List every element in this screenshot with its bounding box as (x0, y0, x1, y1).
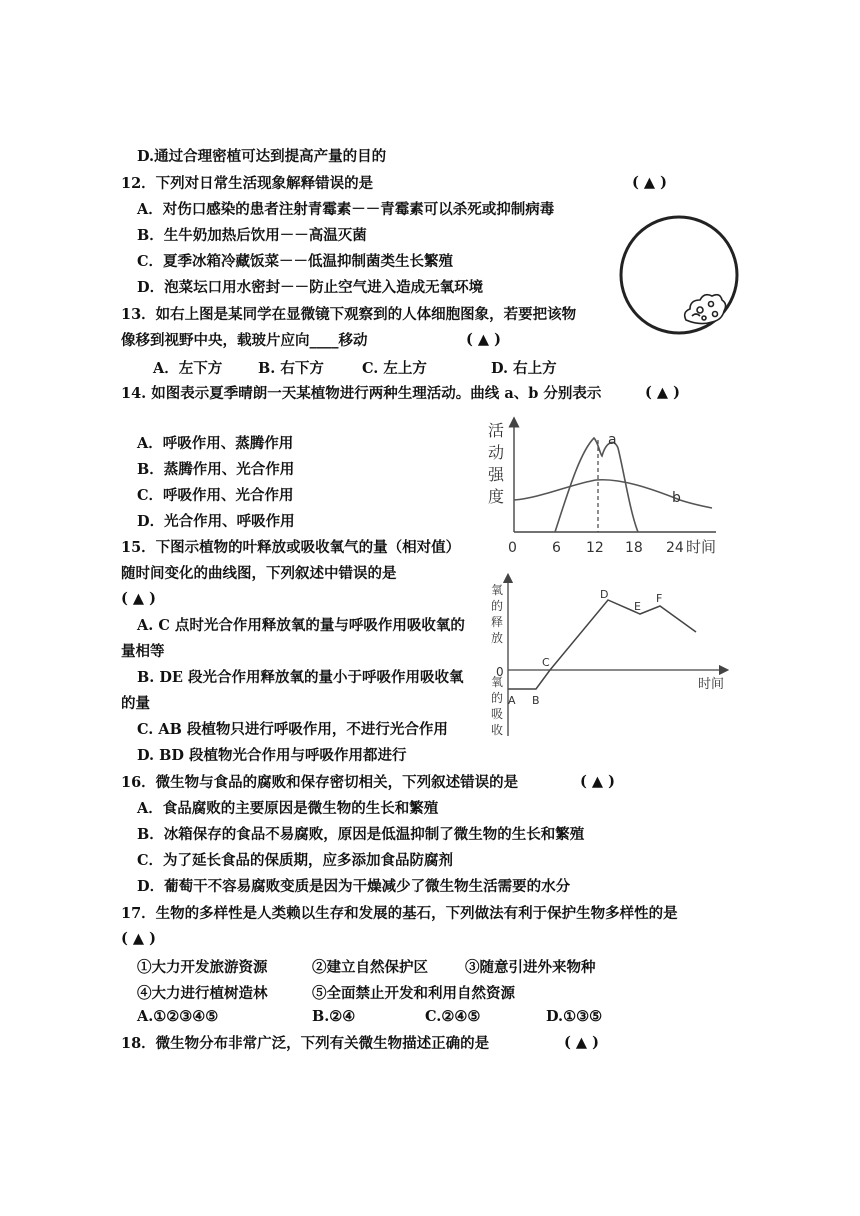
y-top-char: 放 (491, 631, 504, 645)
q16-option-c: C．为了延长食品的保质期，应多添加食品防腐剂 (137, 852, 454, 869)
q13-option-b: B. 右下方 (258, 360, 324, 377)
y-top-char: 的 (491, 599, 504, 613)
q17-option-b: B.②④ (312, 1008, 356, 1025)
q12-option-c: C．夏季冰箱冷藏饭菜－－低温抑制菌类生长繁殖 (137, 253, 454, 270)
q13-answer-mark: ( ▲ ) (466, 331, 501, 348)
q14-stem: 14. 如图表示夏季晴朗一天某植物进行两种生理活动。曲线 a、b 分别表示 (121, 385, 602, 402)
q15-stem-line2: 随时间变化的曲线图，下列叙述中错误的是 (121, 565, 397, 582)
q17-item-5: ⑤全面禁止开发和利用自然资源 (312, 985, 515, 1002)
q17-option-c: C.②④⑤ (425, 1008, 481, 1025)
point-label-a: A (508, 694, 516, 707)
ylabel-char: 强 (488, 465, 505, 484)
x-axis-label: 时间 (698, 677, 725, 692)
curve-b-label: b (672, 490, 681, 506)
q14-option-d: D．光合作用、呼吸作用 (137, 513, 295, 530)
q15-option-a-cont: 量相等 (121, 643, 165, 660)
q15-stem-line1: 15．下图示植物的叶释放或吸收氧气的量（相对值） (121, 539, 461, 556)
q16-option-d: D．葡萄干不容易腐败变质是因为干燥减少了微生物生活需要的水分 (137, 878, 571, 895)
oxygen-curve (508, 600, 696, 689)
q13-stem-line1: 13．如右上图是某同学在显微镜下观察到的人体细胞图象，若要把该物 (121, 306, 577, 323)
y-bottom-char: 的 (491, 691, 504, 705)
q15-answer-mark: ( ▲ ) (121, 590, 156, 607)
point-label-e: E (634, 600, 641, 613)
y-bottom-char: 收 (491, 723, 504, 737)
ylabel-char: 活 (488, 421, 505, 440)
q16-stem: 16．微生物与食品的腐败和保存密切相关，下列叙述错误的是 (121, 774, 519, 791)
q14-option-a: A．呼吸作用、蒸腾作用 (137, 435, 294, 452)
q18-answer-mark: ( ▲ ) (564, 1034, 599, 1051)
q17-option-d: D.①③⑤ (546, 1008, 603, 1025)
q12-option-a: A．对伤口感染的患者注射青霉素－－青霉素可以杀死或抑制病毒 (137, 201, 555, 218)
q13-option-a: A．左下方 (153, 360, 223, 377)
q14-option-b: B．蒸腾作用、光合作用 (137, 461, 295, 478)
q14-option-c: C．呼吸作用、光合作用 (137, 487, 294, 504)
q14-answer-mark: ( ▲ ) (645, 384, 680, 401)
point-label-d: D (600, 588, 609, 601)
y-bottom-char: 吸 (491, 707, 504, 721)
q13-option-d: D. 右上方 (491, 360, 557, 377)
y-top-char: 释 (491, 615, 504, 629)
q16-answer-mark: ( ▲ ) (580, 773, 615, 790)
q12-stem: 12．下列对日常生活现象解释错误的是 (121, 175, 374, 192)
q12-option-b: B．生牛奶加热后饮用－－高温灭菌 (137, 227, 367, 244)
point-label-b: B (532, 694, 540, 707)
point-label-c: C (542, 656, 550, 669)
q17-item-1: ①大力开发旅游资源 (137, 959, 268, 976)
microscope-view-figure (616, 212, 742, 338)
x-tick: 6 (552, 540, 561, 556)
y-bottom-char: 氧 (491, 675, 504, 689)
x-axis-label: 时间 (686, 538, 717, 556)
q17-item-4: ④大力进行植树造林 (137, 985, 268, 1002)
q17-item-3: ③随意引进外来物种 (465, 959, 596, 976)
ylabel-char: 动 (488, 443, 505, 462)
q17-item-2: ②建立自然保护区 (312, 959, 428, 976)
q11-option-d: D.通过合理密植可达到提高产量的目的 (137, 148, 387, 165)
q15-option-b: B. DE 段光合作用释放氧的量小于呼吸作用吸收氧 (137, 669, 464, 686)
q17-stem: 17．生物的多样性是人类赖以生存和发展的基石，下列做法有利于保护生物多样性的是 (121, 905, 678, 922)
q16-option-a: A．食品腐败的主要原因是微生物的生长和繁殖 (137, 800, 439, 817)
q14-activity-chart (480, 412, 730, 558)
x-tick: 0 (508, 540, 517, 556)
q16-option-b: B．冰箱保存的食品不易腐败，原因是低温抑制了微生物的生长和繁殖 (137, 826, 585, 843)
curve-b (514, 480, 712, 508)
x-tick: 24 (666, 540, 684, 556)
q15-option-c: C. AB 段植物只进行呼吸作用，不进行光合作用 (137, 721, 448, 738)
q15-option-d: D. BD 段植物光合作用与呼吸作用都进行 (137, 747, 407, 764)
q17-answer-mark: ( ▲ ) (121, 930, 156, 947)
q15-oxygen-chart (486, 572, 730, 742)
q18-stem: 18．微生物分布非常广泛，下列有关微生物描述正确的是 (121, 1035, 490, 1052)
y-top-char: 氧 (491, 583, 504, 597)
ylabel-char: 度 (488, 487, 505, 506)
point-label-f: F (656, 592, 663, 605)
curve-a-label: a (608, 432, 617, 448)
q12-option-d: D．泡菜坛口用水密封－－防止空气进入造成无氧环境 (137, 279, 484, 296)
q13-option-c: C. 左上方 (362, 360, 427, 377)
q13-stem-line2: 像移到视野中央，载玻片应向____移动 (121, 332, 368, 349)
q12-answer-mark: ( ▲ ) (632, 174, 667, 191)
x-tick: 12 (586, 540, 604, 556)
zero-label: 0 (496, 665, 504, 679)
curve-a (555, 438, 638, 532)
q17-option-a: A.①②③④⑤ (137, 1008, 219, 1025)
x-tick: 18 (625, 540, 643, 556)
q15-option-a: A. C 点时光合作用释放氧的量与呼吸作用吸收氧的 (137, 617, 465, 634)
q15-option-b-cont: 的量 (121, 695, 150, 712)
